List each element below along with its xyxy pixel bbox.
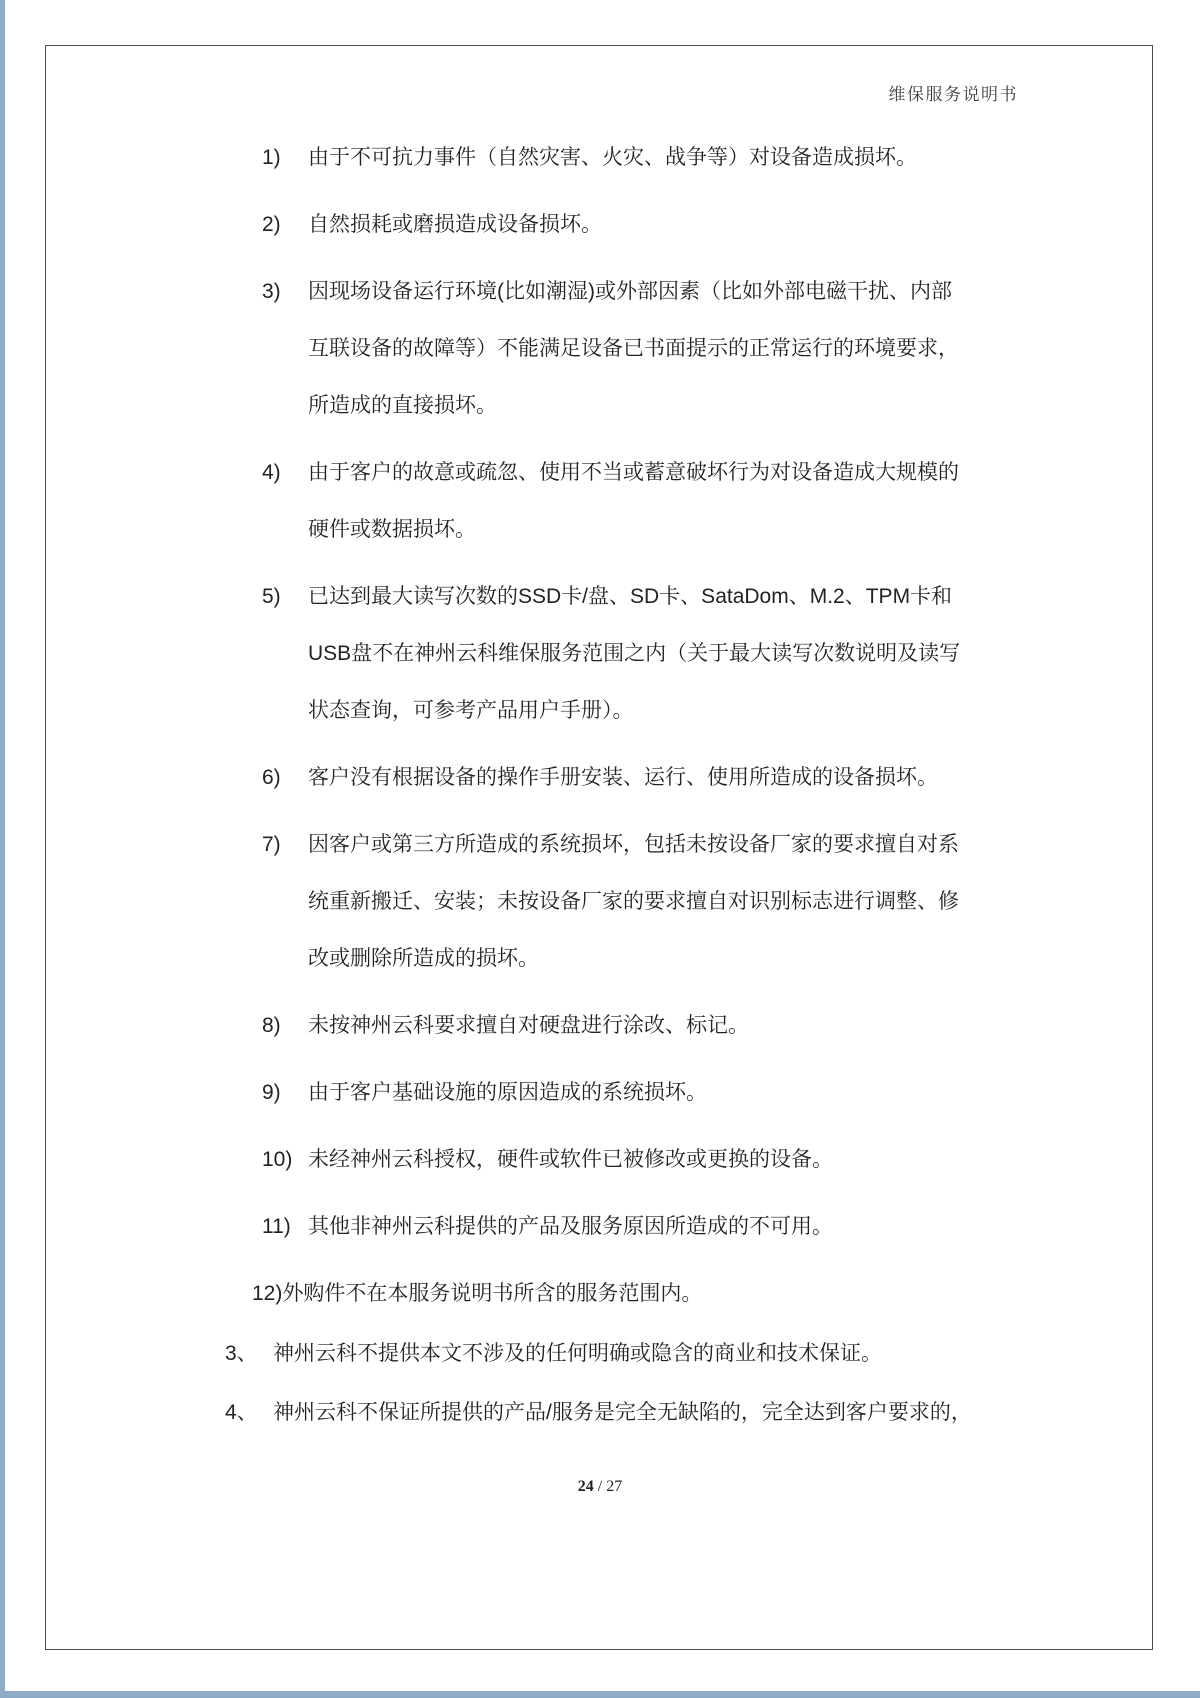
list-item bbox=[252, 1265, 970, 1322]
current-page-number: 24 bbox=[577, 1478, 594, 1495]
page-bottom-edge-line bbox=[0, 1691, 1200, 1698]
list-item-text: 神州云科不提供本文不涉及的任何明确或隐含的商业和技术保证。 bbox=[273, 1342, 882, 1365]
list-item-number: 5) bbox=[262, 585, 281, 608]
list-item bbox=[262, 1064, 970, 1121]
list-item-text: 由于客户的故意或疏忽、使用不当或蓄意破坏行为对设备造成大规模的硬件或数据损坏。 bbox=[308, 461, 959, 541]
list-item-text: 因客户或第三方所造成的系统损坏，包括未按设备厂家的要求擅自对系统重新搬迁、安装；未按设备厂家的要求擅自对识别标志进行调整、修改或删除所造成的损坏。 bbox=[308, 833, 959, 970]
list-item bbox=[262, 129, 970, 186]
list-item bbox=[262, 816, 970, 987]
list-item-text: 已达到最大读写次数的SSD卡/盘、SD卡、SataDom、M.2、TPM卡和USB盘不在神州云科维保服务范围之内（关于最大读写次数说明及读写状态查询，可参考产品用户手册）。 bbox=[308, 585, 961, 722]
list-item-number: 3、 bbox=[225, 1342, 258, 1365]
page-number-separator: / bbox=[597, 1478, 603, 1495]
list-item-text: 由于客户基础设施的原因造成的系统损坏。 bbox=[308, 1081, 707, 1104]
list-item bbox=[262, 444, 970, 558]
list-item-number: 4) bbox=[262, 461, 281, 484]
list-item bbox=[225, 1384, 987, 1441]
list-item-number: 8) bbox=[262, 1014, 281, 1037]
list-item-number: 4、 bbox=[225, 1401, 258, 1424]
list-item-number: 3) bbox=[262, 280, 281, 303]
list-item-text: 自然损耗或磨损造成设备损坏。 bbox=[308, 213, 602, 236]
outer-numbered-list bbox=[225, 1325, 987, 1443]
list-item-text: 由于不可抗力事件（自然灾害、火灾、战争等）对设备造成损坏。 bbox=[308, 146, 917, 169]
list-item bbox=[262, 568, 970, 739]
list-item-text: 未按神州云科要求擅自对硬盘进行涂改、标记。 bbox=[308, 1014, 749, 1037]
list-item bbox=[262, 1198, 970, 1255]
list-item bbox=[262, 263, 970, 434]
list-item bbox=[225, 1325, 987, 1382]
list-item-text: 外购件不在本服务说明书所含的服务范围内。 bbox=[282, 1282, 703, 1305]
list-item-number: 10) bbox=[262, 1148, 293, 1171]
list-item-number: 1) bbox=[262, 146, 281, 169]
list-item-text: 未经神州云科授权，硬件或软件已被修改或更换的设备。 bbox=[308, 1148, 833, 1171]
document-header-title: 维保服务说明书 bbox=[888, 85, 1018, 104]
list-item-number: 9) bbox=[262, 1081, 281, 1104]
list-item-text: 客户没有根据设备的操作手册安装、运行、使用所造成的设备损坏。 bbox=[308, 766, 938, 789]
footer-page-number bbox=[0, 1478, 1200, 1496]
list-item-number: 6) bbox=[262, 766, 281, 789]
list-item bbox=[262, 997, 970, 1054]
list-item-text: 因现场设备运行环境(比如潮湿)或外部因素（比如外部电磁干扰、内部互联设备的故障等）不能满足设备已书面提示的正常运行的环境要求，所造成的直接损坏。 bbox=[308, 280, 959, 417]
list-item-number: 7) bbox=[262, 833, 281, 856]
list-item-number: 12) bbox=[252, 1282, 283, 1305]
total-page-count: 27 bbox=[606, 1478, 623, 1495]
list-item-text: 神州云科不保证所提供的产品/服务是完全无缺陷的，完全达到客户要求的， bbox=[273, 1401, 972, 1424]
list-item-number: 2) bbox=[262, 213, 281, 236]
list-item bbox=[262, 196, 970, 253]
exclusion-list bbox=[252, 129, 970, 1332]
list-item-number: 11) bbox=[262, 1215, 291, 1238]
list-item bbox=[262, 749, 970, 806]
page-left-edge-line bbox=[0, 0, 5, 1698]
list-item bbox=[262, 1131, 970, 1188]
list-item-text: 其他非神州云科提供的产品及服务原因所造成的不可用。 bbox=[308, 1215, 833, 1238]
